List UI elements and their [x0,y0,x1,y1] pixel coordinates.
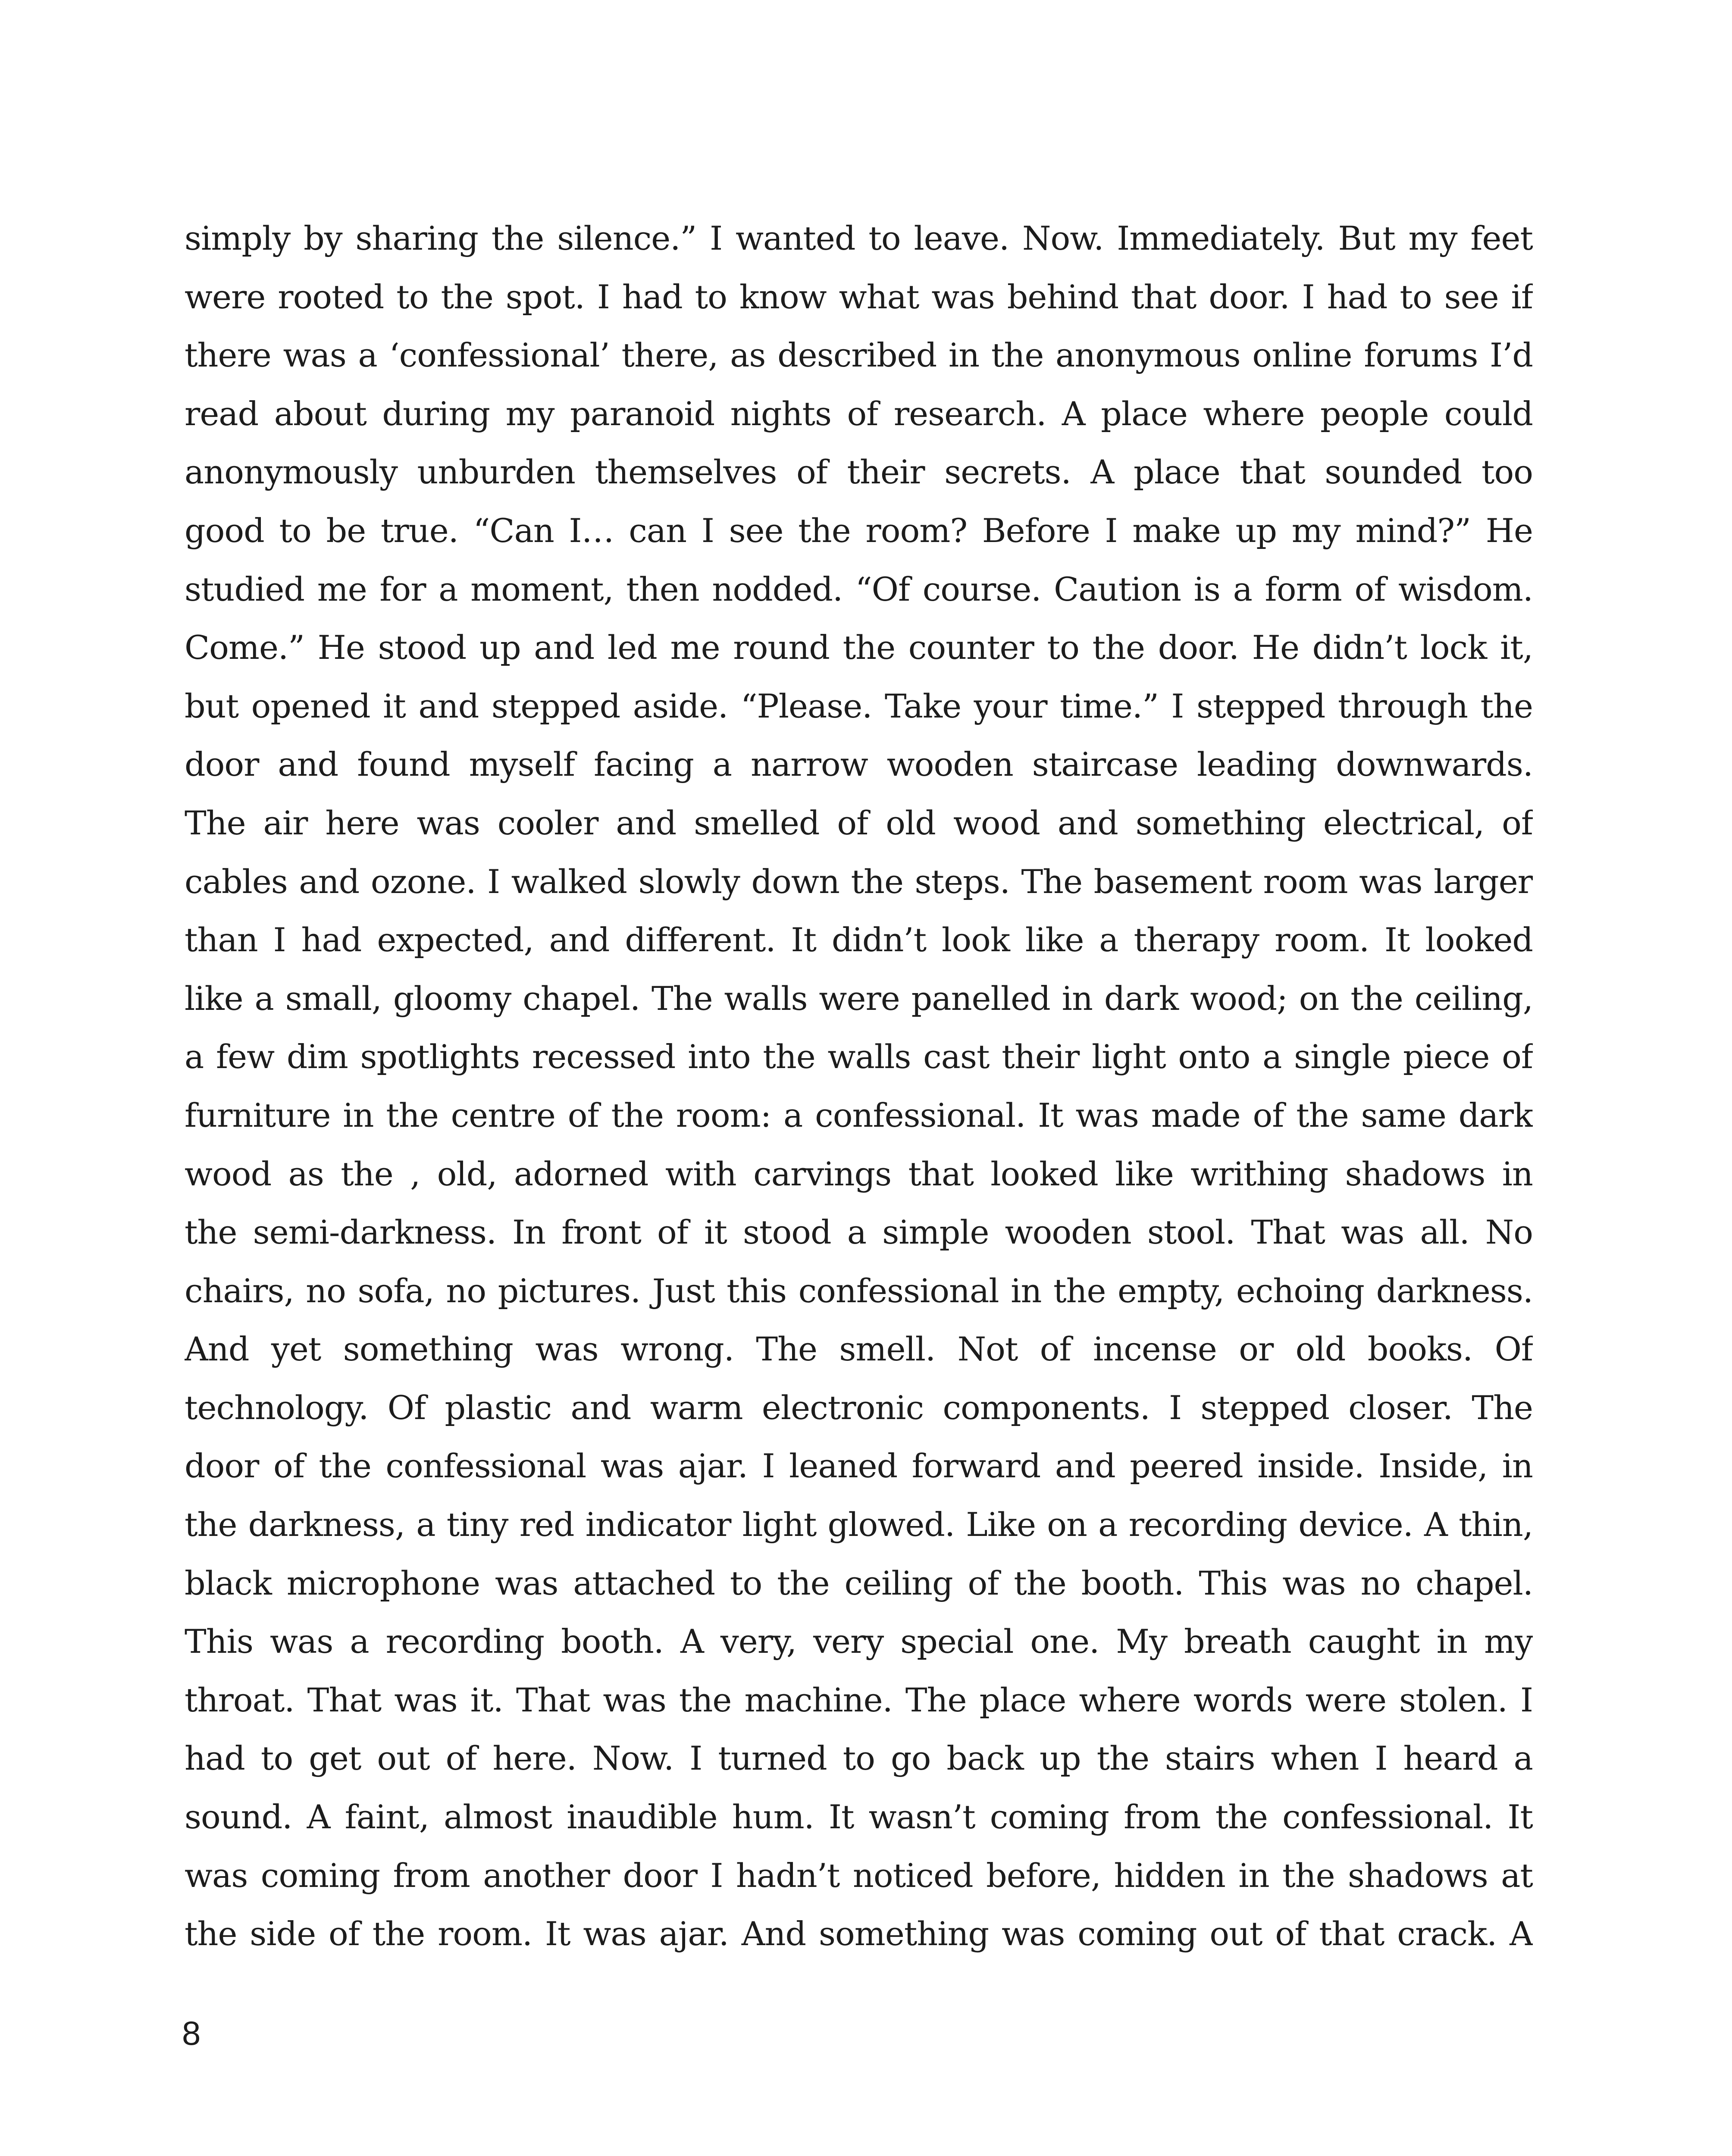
text-line: had to get out of here. Now. I turned to go back up the stairs when I heard a [185,1739,1533,1778]
text-line: The air here was cooler and smelled of old wood and something electrical, of [185,803,1533,842]
text-line: wood as the , old, adorned with carvings that looked like writhing shadows in [185,1154,1533,1193]
text-line: were rooted to the spot. I had to know what was behind that door. I had to see if [185,277,1533,316]
text-line: studied me for a moment, then nodded. “Of course. Caution is a form of wisdom. [185,570,1533,608]
text-line: the side of the room. It was ajar. And something was coming out of that crack. A [185,1915,1533,1953]
text-line: than I had expected, and different. It didn’t look like a therapy room. It looked [185,921,1533,959]
text-line: throat. That was it. That was the machine. The place where words were stolen. I [185,1680,1533,1719]
text-line: And yet something was wrong. The smell. Not of incense or old books. Of [185,1330,1533,1369]
text-line: furniture in the centre of the room: a confessional. It was made of the same dark [185,1096,1533,1134]
text-line: like a small, gloomy chapel. The walls were panelled in dark wood; on the ceiling, [185,979,1533,1018]
text-line: good to be true. “Can I… can I see the room? Before I make up my mind?” He [185,511,1533,550]
text-line: simply by sharing the silence.” I wanted to leave. Now. Immediately. But my feet [185,219,1533,257]
text-line: anonymously unburden themselves of their secrets. A place that sounded too [185,453,1533,492]
text-line: the semi-darkness. In front of it stood a simple wooden stool. That was all. No [185,1213,1533,1252]
text-line: read about during my paranoid nights of research. A place where people could [185,394,1533,433]
text-line: chairs, no sofa, no pictures. Just this confessional in the empty, echoing darkness. [185,1271,1533,1310]
text-line: sound. A faint, almost inaudible hum. It wasn’t coming from the confessional. It [185,1798,1533,1836]
text-line: black microphone was attached to the ceiling of the booth. This was no chapel. [185,1564,1533,1602]
text-line: but opened it and stepped aside. “Please. Take your time.” I stepped through the [185,686,1533,725]
text-line: there was a ‘confessional’ there, as described in the anonymous online forums I’d [185,336,1533,375]
text-line: Come.” He stood up and led me round the counter to the door. He didn’t lock it, [185,628,1533,667]
text-line: door of the confessional was ajar. I leaned forward and peered inside. Inside, in [185,1447,1533,1485]
text-line: a few dim spotlights recessed into the walls cast their light onto a single piece of [185,1037,1533,1076]
text-line: technology. Of plastic and warm electronic components. I stepped closer. The [185,1388,1533,1427]
text-line: This was a recording booth. A very, very special one. My breath caught in my [185,1622,1533,1661]
page-number: 8 [182,2014,201,2052]
text-line: cables and ozone. I walked slowly down the steps. The basement room was larger [185,862,1533,901]
text-line: the darkness, a tiny red indicator light glowed. Like on a recording device. A thin, [185,1505,1533,1544]
text-line: door and found myself facing a narrow wooden staircase leading downwards. [185,745,1533,784]
text-line: was coming from another door I hadn’t noticed before, hidden in the shadows at [185,1856,1533,1895]
body-text [185,209,1533,1963]
